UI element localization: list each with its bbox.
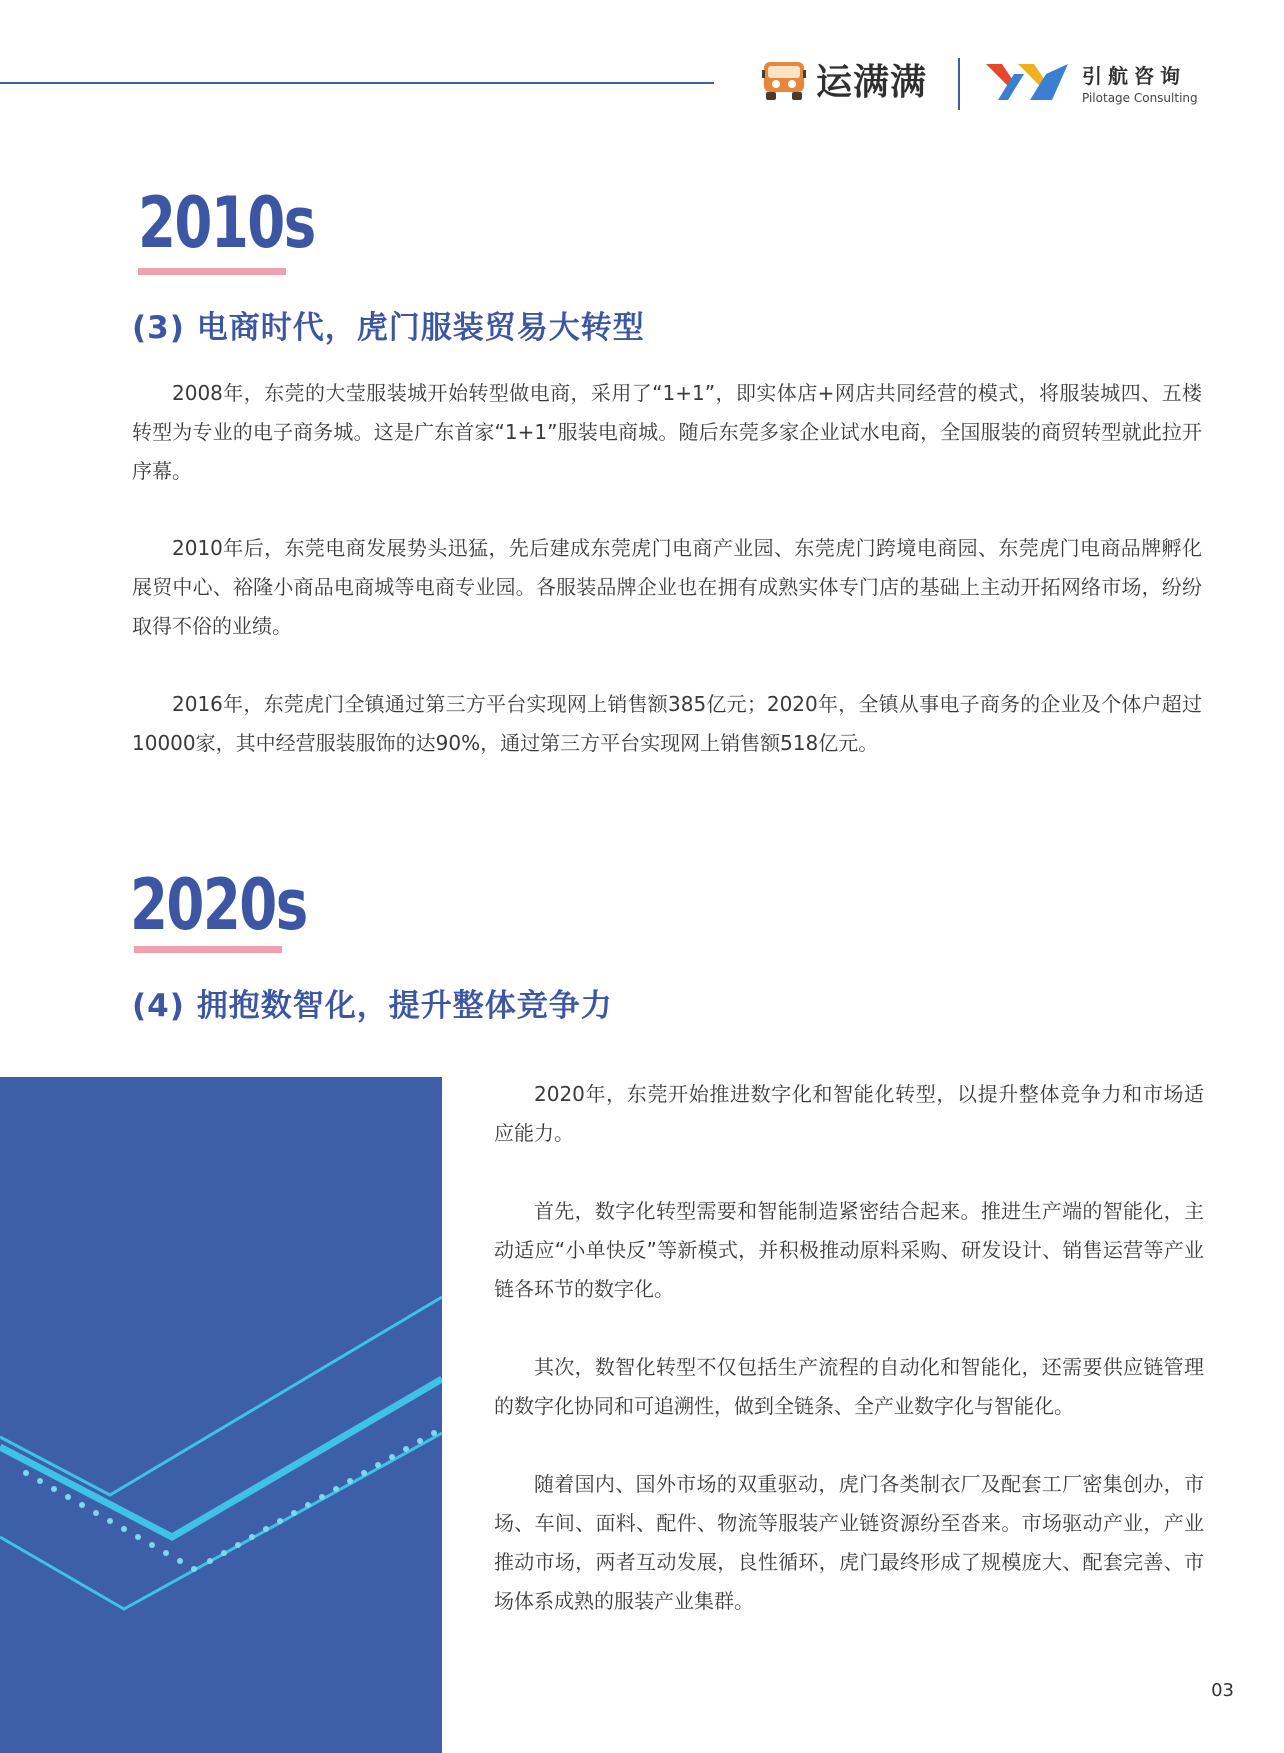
header-rule <box>0 82 714 84</box>
paragraph: 2008年，东莞的大莹服装城开始转型做电商，采用了“1+1”，即实体店+网店共同经营的模式，将服装城四、五楼转型为专业的电子商务城。这是广东首家“1+1”服装电商城。随后东莞多家企业试水电商，全国服装的商贸转型就此拉开序幕。 <box>132 381 1202 483</box>
page-number: 03 <box>1211 1680 1234 1701</box>
pilotage-mark-icon <box>984 60 1070 104</box>
paragraph: 2016年，东莞虎门全镇通过第三方平台实现网上销售额385亿元；2020年，全镇从事电子商务的企业及个体户超过10000家，其中经营服装服饰的达90%，通过第三方平台实现网上销售额518亿元。 <box>132 692 1202 755</box>
brand-b-en: Pilotage Consulting <box>1082 90 1198 105</box>
decorative-panel <box>0 1077 442 1753</box>
logo-divider <box>958 58 960 110</box>
paragraph: 随着国内、国外市场的双重驱动，虎门各类制衣厂及配套工厂密集创办，市场、车间、面料、配件、物流等服装产业链资源纷至沓来。市场驱动产业，产业推动市场，两者互动发展，良性循环，虎门最终形成了规模庞大、配套完善、市场体系成熟的服装产业集群。 <box>494 1472 1204 1613</box>
truck-icon <box>762 56 806 102</box>
decade-underline <box>138 268 286 275</box>
chevron-lines-graphic <box>0 1077 442 1753</box>
section-heading: (4) 拥抱数智化，提升整体竞争力 <box>132 988 613 1024</box>
decade-underline <box>134 946 282 953</box>
section-heading: (3) 电商时代，虎门服装贸易大转型 <box>132 310 645 346</box>
brand-a-name: 运满满 <box>816 61 928 103</box>
brand-b-cn: 引航咨询 <box>1082 63 1186 88</box>
decade-title-2020s: 2020s <box>130 864 307 946</box>
brand-logo-pilotage <box>984 56 1198 108</box>
brand-logo-yunmanman <box>762 54 927 104</box>
paragraph: 其次，数智化转型不仅包括生产流程的自动化和智能化，还需要供应链管理的数字化协同和可追溯性，做到全链条、全产业数字化与智能化。 <box>494 1355 1204 1418</box>
paragraph: 2010年后，东莞电商发展势头迅猛，先后建成东莞虎门电商产业园、东莞虎门跨境电商园、东莞虎门电商品牌孵化展贸中心、裕隆小商品电商城等电商专业园。各服装品牌企业也在拥有成熟实体专门店的基础上主动开拓网络市场，纷纷取得不俗的业绩。 <box>132 536 1202 638</box>
paragraph: 2020年，东莞开始推进数字化和智能化转型，以提升整体竞争力和市场适应能力。 <box>494 1082 1204 1145</box>
decade-title-2010s: 2010s <box>138 182 315 264</box>
paragraph: 首先，数字化转型需要和智能制造紧密结合起来。推进生产端的智能化，主动适应“小单快反”等新模式，并积极推动原料采购、研发设计、销售运营等产业链各环节的数字化。 <box>494 1199 1204 1301</box>
